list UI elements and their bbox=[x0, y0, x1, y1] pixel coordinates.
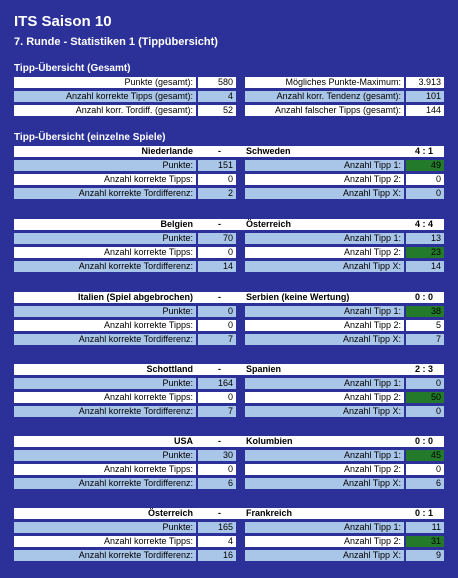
gesamt-label-right: Anzahl falscher Tipps (gesamt): bbox=[245, 105, 404, 116]
tip-count: 45 bbox=[406, 450, 444, 461]
tip-count: 50 bbox=[406, 392, 444, 403]
vs-dash: - bbox=[196, 364, 243, 375]
stat-row bbox=[14, 333, 444, 346]
stat-label: Anzahl korrekte Tordifferenz: bbox=[14, 406, 196, 417]
stat-label: Punkte: bbox=[14, 450, 196, 461]
tip-count: 38 bbox=[406, 306, 444, 317]
tip-label: Anzahl Tipp 1: bbox=[245, 160, 404, 171]
stat-value: 6 bbox=[198, 478, 236, 489]
stat-row bbox=[14, 260, 444, 273]
game-header-row bbox=[14, 435, 444, 448]
vs-dash: - bbox=[196, 219, 243, 230]
tip-label: Anzahl Tipp X: bbox=[245, 550, 404, 561]
stat-label: Anzahl korrekte Tordifferenz: bbox=[14, 261, 196, 272]
away-team: Spanien bbox=[243, 364, 404, 375]
gesamt-label-right: Mögliches Punkte-Maximum: bbox=[245, 77, 404, 88]
tip-count: 49 bbox=[406, 160, 444, 171]
tip-count: 13 bbox=[406, 233, 444, 244]
tip-label: Anzahl Tipp X: bbox=[245, 261, 404, 272]
stat-label: Anzahl korrekte Tordifferenz: bbox=[14, 478, 196, 489]
stat-value: 4 bbox=[198, 536, 236, 547]
gesamt-value-left: 4 bbox=[198, 91, 236, 102]
match-result: 4 : 4 bbox=[404, 219, 444, 230]
game-header-row bbox=[14, 363, 444, 376]
stat-value: 0 bbox=[198, 247, 236, 258]
tip-count: 11 bbox=[406, 522, 444, 533]
tip-count: 6 bbox=[406, 478, 444, 489]
stat-row bbox=[14, 463, 444, 476]
home-team: Italien (Spiel abgebrochen) bbox=[14, 292, 196, 303]
tip-label: Anzahl Tipp 1: bbox=[245, 306, 404, 317]
gesamt-row bbox=[14, 90, 444, 103]
home-team: Niederlande bbox=[14, 146, 196, 157]
tip-count: 9 bbox=[406, 550, 444, 561]
tip-count: 31 bbox=[406, 536, 444, 547]
stat-label: Punkte: bbox=[14, 233, 196, 244]
page-title: ITS Saison 10 bbox=[14, 13, 112, 30]
tip-label: Anzahl Tipp 2: bbox=[245, 464, 404, 475]
stat-label: Punkte: bbox=[14, 306, 196, 317]
tip-count: 0 bbox=[406, 406, 444, 417]
tip-count: 14 bbox=[406, 261, 444, 272]
match-result: 0 : 0 bbox=[404, 292, 444, 303]
stat-row bbox=[14, 391, 444, 404]
home-team: Österreich bbox=[14, 508, 196, 519]
stat-label: Anzahl korrekte Tipps: bbox=[14, 464, 196, 475]
away-team: Österreich bbox=[243, 219, 404, 230]
tip-label: Anzahl Tipp 1: bbox=[245, 450, 404, 461]
stat-row bbox=[14, 535, 444, 548]
tip-label: Anzahl Tipp 2: bbox=[245, 174, 404, 185]
game-header-row bbox=[14, 145, 444, 158]
tip-label: Anzahl Tipp 2: bbox=[245, 392, 404, 403]
stat-value: 70 bbox=[198, 233, 236, 244]
tip-label: Anzahl Tipp X: bbox=[245, 188, 404, 199]
match-result: 2 : 3 bbox=[404, 364, 444, 375]
tip-count: 7 bbox=[406, 334, 444, 345]
stat-label: Anzahl korrekte Tordifferenz: bbox=[14, 550, 196, 561]
game-header-row bbox=[14, 218, 444, 231]
tip-label: Anzahl Tipp 1: bbox=[245, 522, 404, 533]
gesamt-value-left: 52 bbox=[198, 105, 236, 116]
tip-label: Anzahl Tipp 1: bbox=[245, 233, 404, 244]
stat-row bbox=[14, 159, 444, 172]
game-header-row bbox=[14, 507, 444, 520]
stat-row bbox=[14, 319, 444, 332]
stat-value: 0 bbox=[198, 464, 236, 475]
stat-label: Punkte: bbox=[14, 378, 196, 389]
stat-label: Punkte: bbox=[14, 522, 196, 533]
vs-dash: - bbox=[196, 436, 243, 447]
tip-label: Anzahl Tipp X: bbox=[245, 406, 404, 417]
stat-value: 7 bbox=[198, 406, 236, 417]
home-team: Belgien bbox=[14, 219, 196, 230]
stat-row bbox=[14, 246, 444, 259]
vs-dash: - bbox=[196, 292, 243, 303]
home-team: USA bbox=[14, 436, 196, 447]
gesamt-row bbox=[14, 76, 444, 89]
away-team: Schweden bbox=[243, 146, 404, 157]
stat-value: 14 bbox=[198, 261, 236, 272]
away-team: Frankreich bbox=[243, 508, 404, 519]
stat-row bbox=[14, 477, 444, 490]
gesamt-value-right: 101 bbox=[406, 91, 444, 102]
stat-row bbox=[14, 549, 444, 562]
stat-row bbox=[14, 173, 444, 186]
tip-count: 5 bbox=[406, 320, 444, 331]
gesamt-label-left: Anzahl korrekte Tipps (gesamt): bbox=[14, 91, 196, 102]
tip-label: Anzahl Tipp 2: bbox=[245, 247, 404, 258]
tip-label: Anzahl Tipp X: bbox=[245, 334, 404, 345]
stat-row bbox=[14, 521, 444, 534]
game-header-row bbox=[14, 291, 444, 304]
stat-value: 16 bbox=[198, 550, 236, 561]
stat-label: Anzahl korrekte Tipps: bbox=[14, 536, 196, 547]
stat-row bbox=[14, 305, 444, 318]
tip-count: 23 bbox=[406, 247, 444, 258]
away-team: Serbien (keine Wertung) bbox=[243, 292, 404, 303]
match-result: 0 : 0 bbox=[404, 436, 444, 447]
away-team: Kolumbien bbox=[243, 436, 404, 447]
section-heading-einzeln: Tipp-Übersicht (einzelne Spiele) bbox=[14, 132, 166, 143]
stat-label: Anzahl korrekte Tipps: bbox=[14, 392, 196, 403]
tip-label: Anzahl Tipp 2: bbox=[245, 320, 404, 331]
gesamt-label-left: Punkte (gesamt): bbox=[14, 77, 196, 88]
stat-label: Anzahl korrekte Tordifferenz: bbox=[14, 334, 196, 345]
vs-dash: - bbox=[196, 508, 243, 519]
match-result: 4 : 1 bbox=[404, 146, 444, 157]
match-result: 0 : 1 bbox=[404, 508, 444, 519]
stat-value: 0 bbox=[198, 320, 236, 331]
stat-value: 165 bbox=[198, 522, 236, 533]
stat-value: 7 bbox=[198, 334, 236, 345]
stat-row bbox=[14, 405, 444, 418]
stat-label: Anzahl korrekte Tipps: bbox=[14, 174, 196, 185]
tip-count: 0 bbox=[406, 188, 444, 199]
stat-value: 30 bbox=[198, 450, 236, 461]
gesamt-value-right: 3.913 bbox=[406, 77, 444, 88]
stat-value: 151 bbox=[198, 160, 236, 171]
stat-row bbox=[14, 377, 444, 390]
stat-value: 164 bbox=[198, 378, 236, 389]
gesamt-label-left: Anzahl korr. Tordiff. (gesamt): bbox=[14, 105, 196, 116]
stat-value: 0 bbox=[198, 392, 236, 403]
gesamt-row bbox=[14, 104, 444, 117]
stat-label: Anzahl korrekte Tipps: bbox=[14, 247, 196, 258]
tip-count: 0 bbox=[406, 464, 444, 475]
tip-label: Anzahl Tipp X: bbox=[245, 478, 404, 489]
stat-row bbox=[14, 187, 444, 200]
gesamt-value-right: 144 bbox=[406, 105, 444, 116]
stat-row bbox=[14, 449, 444, 462]
stat-label: Anzahl korrekte Tipps: bbox=[14, 320, 196, 331]
tip-label: Anzahl Tipp 1: bbox=[245, 378, 404, 389]
tip-label: Anzahl Tipp 2: bbox=[245, 536, 404, 547]
stat-label: Anzahl korrekte Tordifferenz: bbox=[14, 188, 196, 199]
gesamt-value-left: 580 bbox=[198, 77, 236, 88]
stat-label: Punkte: bbox=[14, 160, 196, 171]
vs-dash: - bbox=[196, 146, 243, 157]
stat-value: 0 bbox=[198, 174, 236, 185]
page-subtitle: 7. Runde - Statistiken 1 (Tippübersicht) bbox=[14, 36, 218, 48]
home-team: Schottland bbox=[14, 364, 196, 375]
section-heading-gesamt: Tipp-Übersicht (Gesamt) bbox=[14, 63, 131, 74]
gesamt-label-right: Anzahl korr. Tendenz (gesamt): bbox=[245, 91, 404, 102]
stat-value: 0 bbox=[198, 306, 236, 317]
stat-row bbox=[14, 232, 444, 245]
tip-count: 0 bbox=[406, 174, 444, 185]
tip-count: 0 bbox=[406, 378, 444, 389]
stat-value: 2 bbox=[198, 188, 236, 199]
